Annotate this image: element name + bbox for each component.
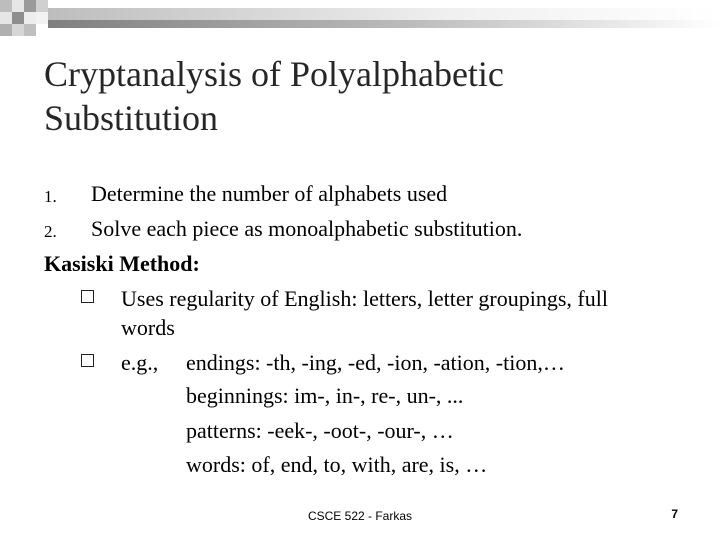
deco-square	[0, 12, 12, 24]
example-line: beginnings: im-, in-, re-, un-, ...	[186, 383, 464, 408]
deco-square	[12, 12, 24, 24]
header-bar-dark	[48, 20, 720, 28]
bullet-text: Uses regularity of English: letters, letter groupings, full	[121, 286, 608, 311]
bullet-text-continued: words	[121, 315, 175, 340]
step-number: 1.	[44, 187, 57, 206]
checkbox-bullet-icon	[81, 354, 94, 367]
method-heading: Kasiski Method:	[44, 251, 200, 276]
title-line-2: Substitution	[44, 98, 219, 138]
deco-square	[0, 24, 12, 36]
deco-square	[12, 24, 24, 36]
page-number: 7	[671, 507, 678, 521]
bullet-prefix: e.g.,	[121, 350, 159, 375]
deco-square	[36, 0, 48, 12]
step-text: Determine the number of alphabets used	[91, 181, 448, 206]
step-number: 2.	[44, 222, 57, 241]
deco-square	[24, 0, 36, 12]
deco-square	[36, 12, 48, 24]
slide-title	[44, 52, 684, 140]
example-line: words: of, end, to, with, are, is, …	[186, 452, 488, 477]
deco-square	[24, 12, 36, 24]
step-text: Solve each piece as monoalphabetic substitution.	[91, 216, 523, 241]
deco-square	[12, 0, 24, 12]
deco-square	[0, 0, 12, 12]
example-line: patterns: -eek-, -oot-, -our-, …	[186, 418, 454, 443]
slide-footer: CSCE 522 - Farkas	[307, 509, 413, 523]
example-line: endings: -th, -ing, -ed, -ion, -ation, -tion,…	[186, 350, 565, 375]
title-line-1: Cryptanalysis of Polyalphabetic	[44, 54, 504, 94]
deco-square	[24, 24, 36, 36]
header-bar-light	[48, 8, 720, 20]
checkbox-bullet-icon	[81, 290, 94, 303]
